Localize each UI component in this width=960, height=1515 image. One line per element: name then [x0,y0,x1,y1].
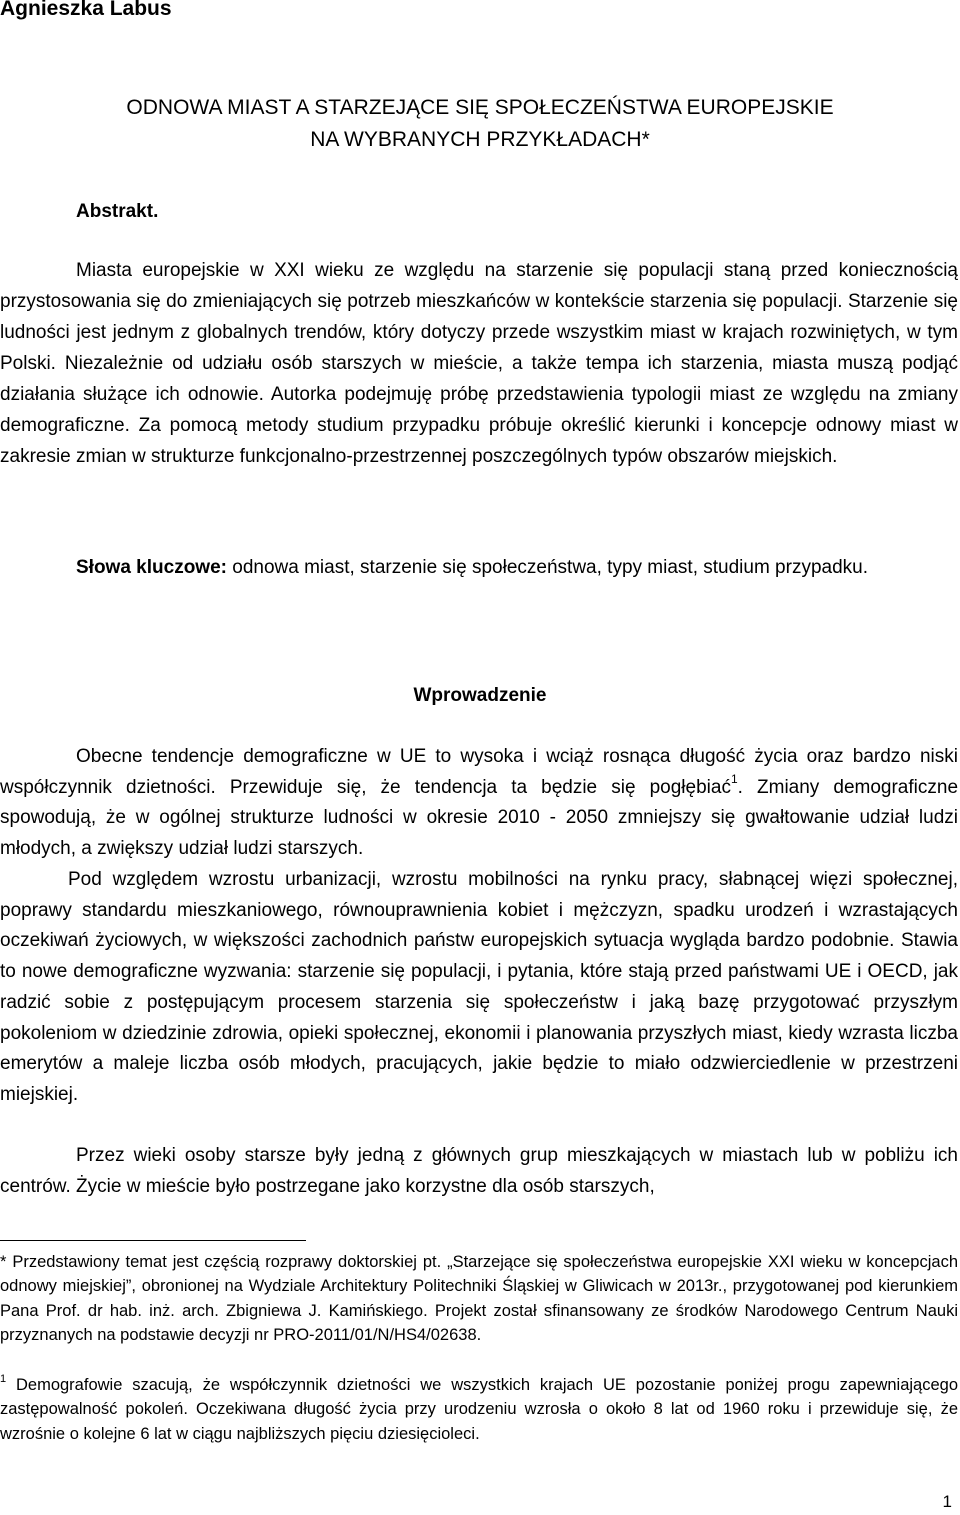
footnote-1 [0,1373,958,1446]
title-line-2: NA WYBRANYCH PRZYKŁADACH* [310,128,650,151]
footnote-separator [0,1240,306,1241]
footnote-1-marker: 1 [0,1372,7,1385]
footnote-star: * Przedstawiony temat jest częścią rozprawy doktorskiej pt. „Starzejące się społeczeństwa europejskie XXI wieku w koncepcjach odnowy miejskiej”, obronionej na Wydziale Architektury Politechniki Śląskiej w Gliwicach w 2013r., przygotowanej pod kierunkiem Pana Prof. dr hab. inż. arch. Zbigniewa J. Kamińskiego. Projekt został sfinansowany ze środków Narodowego Centrum Nauki przyznanych na podstawie decyzji nr PRO-2011/01/N/HS4/02638. [0,1253,958,1345]
author-name: Agnieszka Labus [0,0,172,20]
section-heading: Wprowadzenie [413,685,547,706]
abstract-heading: Abstrakt. [76,201,159,222]
intro-paragraph-3: Przez wieki osoby starsze były jedną z głównych grup mieszkających w miastach lub w pobliżu ich centrów. Życie w mieście było postrzegane jako korzystne dla osób starszych, [0,1145,958,1197]
abstract-paragraph: Miasta europejskie w XXI wieku ze względu na starzenie się populacji staną przed koniecznością przystosowania się do zmieniających się potrzeb mieszkańców w kontekście starzenia się populacji. Starzenie się ludności jest jednym z globalnych trendów, który dotyczy przede wszystkim miast w krajach rozwiniętych, w tym Polski. Niezależnie od udziału osób starszych w mieście, a także tempa ich starzenia, miasta muszą podjąć działania służące ich odnowie. Autorka podejmuję próbę przedstawienia typologii miast ze względu na zmiany demograficzne. Za pomocą metody studium przypadku próbuje określić kierunki i koncepcje odnowy miast w zakresie zmian w strukturze funkcjonalno-przestrzennej poszczególnych typów obszarów miejskich. [0,260,958,467]
intro-paragraph-1-continued: . Zmiany demograficzne spowodują, że w ogólnej strukturze ludności w okresie 2010 - 2050 zmniejszy się gwałtowanie udział ludzi młodych, a zwiększy udział ludzi starszych. [0,776,959,860]
intro-paragraph-1-text: Obecne tendencje demograficzne w UE to wysoka i wciąż rosnąca długość życia oraz bardzo niski współczynnik dzietności. Przewiduje się, że tendencja ta będzie się pogłębiać [0,746,958,798]
intro-paragraph-1 [0,742,958,865]
page-number: 1 [942,1492,952,1511]
keywords-text: odnowa miast, starzenie się społeczeństwa, typy miast, studium przypadku. [232,557,868,578]
intro-paragraph-2: Pod względem wzrostu urbanizacji, wzrostu mobilności na rynku pracy, słabnącej więzi społecznej, poprawy standardu mieszkaniowego, równouprawnienia kobiet i mężczyzn, spadku urodzeń i wzrastających oczekiwań życiowych, w większości zachodnich państw europejskich sytuacja wygląda bardzo podobnie. Stawia to nowe demograficzne wyzwania: starzenie się populacji, i pytania, które stają przed państwami UE i OECD, jak radzić sobie z postępującym procesem starzenia się społeczeństw i jaką bazę przygotować przyszłym pokoleniom w dziedzinie zdrowia, opieki społecznej, ekonomii i planowania przyszłych miast, kiedy wzrasta liczba emerytów a maleje liczba osób młodych, pracujących, jakie będzie to miało odzwierciedlenie w przestrzeni miejskiej. [0,869,958,1105]
keywords-paragraph [0,552,958,583]
keywords-label: Słowa kluczowe: [76,557,227,578]
footnote-reference: 1 [730,772,738,787]
title-line-1: ODNOWA MIAST A STARZEJĄCE SIĘ SPOŁECZEŃSTWA EUROPEJSKIE [126,96,834,119]
footnote-1-text: Demografowie szacują, że współczynnik dzietności we wszystkich krajach UE pozostanie poniżej progu zapewniającego zastępowalność pokoleń. Oczekiwana długość życia przy urodzeniu wzrosła o około 8 lat od 1960 roku i przewiduje się, że wzrośnie o kolejne 6 lat w ciągu najbliższych pięciu dziesięcioleci. [0,1376,958,1443]
